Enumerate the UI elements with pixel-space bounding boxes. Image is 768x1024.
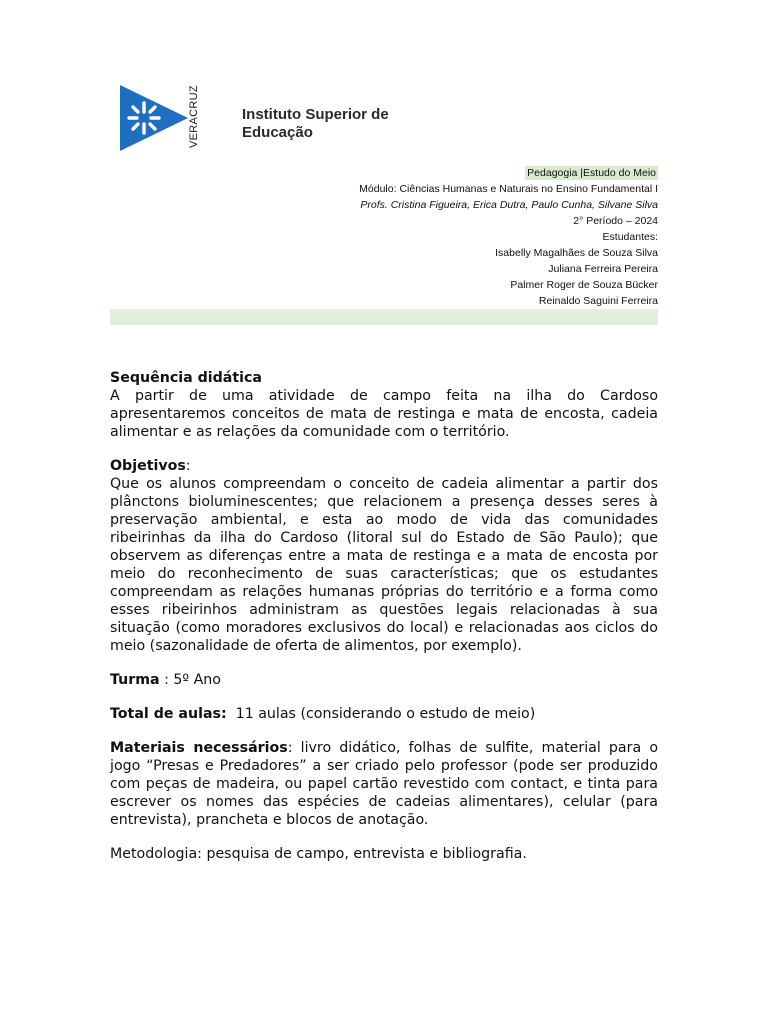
- document-header: [110, 165, 658, 309]
- class-value: : 5º Ano: [159, 672, 221, 688]
- student-name: Isabelly Magalhães de Souza Silva: [495, 247, 658, 259]
- total-label: Total de aulas:: [110, 706, 227, 722]
- institution-name-line1: Instituto Superior de: [242, 106, 389, 123]
- institution-name-line2: Educação: [242, 124, 313, 141]
- objectives-heading: [110, 457, 658, 475]
- professors-line: Profs. Cristina Figueira, Erica Dutra, Paulo Cunha, Silvane Silva: [360, 199, 658, 211]
- objectives-colon: :: [185, 458, 191, 474]
- veracruz-triangle-logo-icon: [120, 85, 188, 151]
- objectives-text: Que os alunos compreendam o conceito de cadeia alimentar a partir dos plânctons bioluminescentes; que relacionem a presença desses seres à preservação ambiental, e esta ao modo de vida das comunidades ribeirinhas da ilha do Cardoso (litoral sul do Estado de São Paulo); que observem as diferenças entre a mata de restinga e a mata de encosta por meio do reconhecimento de suas características; que os estudantes compreendam as relações humanas próprias do território e a forma como esses ribeirinhos administram as questões legais relacionadas à sua situação (como moradores exclusivos do local) e relacionadas aos ciclos do meio (sazonalidade de oferta de alimentos, por exemplo).: [110, 476, 658, 654]
- student-name: Juliana Ferreira Pereira: [548, 263, 658, 275]
- logo-vertical-text: VERACRUZ: [188, 85, 200, 148]
- header-divider-bar: [110, 309, 658, 325]
- course-label: Pedagogia |Estudo do Meio: [527, 167, 656, 179]
- student-name: Reinaldo Saguini Ferreira: [538, 295, 658, 307]
- total-value: 11 aulas (considerando o estudo de meio): [226, 706, 536, 722]
- methodology-text: Metodologia: pesquisa de campo, entrevista e bibliografia.: [110, 846, 527, 862]
- students-label: Estudantes:: [602, 231, 658, 243]
- institution-name: [242, 106, 412, 142]
- sequence-title: Sequência didática: [110, 370, 262, 386]
- materials-text: : livro didático, folhas de sulfite, material para o jogo “Presas e Predadores” a ser criado pelo professor (pode ser produzido com peças de madeira, ou papel cartão revestido com contact, e tinta para escrever os nomes das espécies de cadeias alimentares), celular (para entrevista), prancheta e blocos de anotação.: [110, 740, 658, 828]
- institution-logo: [120, 82, 400, 152]
- materials-label: Materiais necessários: [110, 740, 288, 756]
- total-line: [110, 705, 658, 723]
- period-line: 2° Período – 2024: [573, 215, 658, 227]
- objectives-title: Objetivos: [110, 458, 186, 474]
- materials-paragraph: [110, 739, 658, 829]
- class-line: [110, 671, 658, 689]
- class-label: Turma: [110, 672, 160, 688]
- document-body: [110, 369, 658, 863]
- student-name: Palmer Roger de Souza Bücker: [510, 279, 658, 291]
- module-line: Módulo: Ciências Humanas e Naturais no Ensino Fundamental I: [359, 183, 658, 195]
- sequence-text: A partir de uma atividade de campo feita na ilha do Cardoso apresentaremos conceitos de mata de restinga e mata de encosta, cadeia alimentar e as relações da comunidade com o território.: [110, 388, 658, 440]
